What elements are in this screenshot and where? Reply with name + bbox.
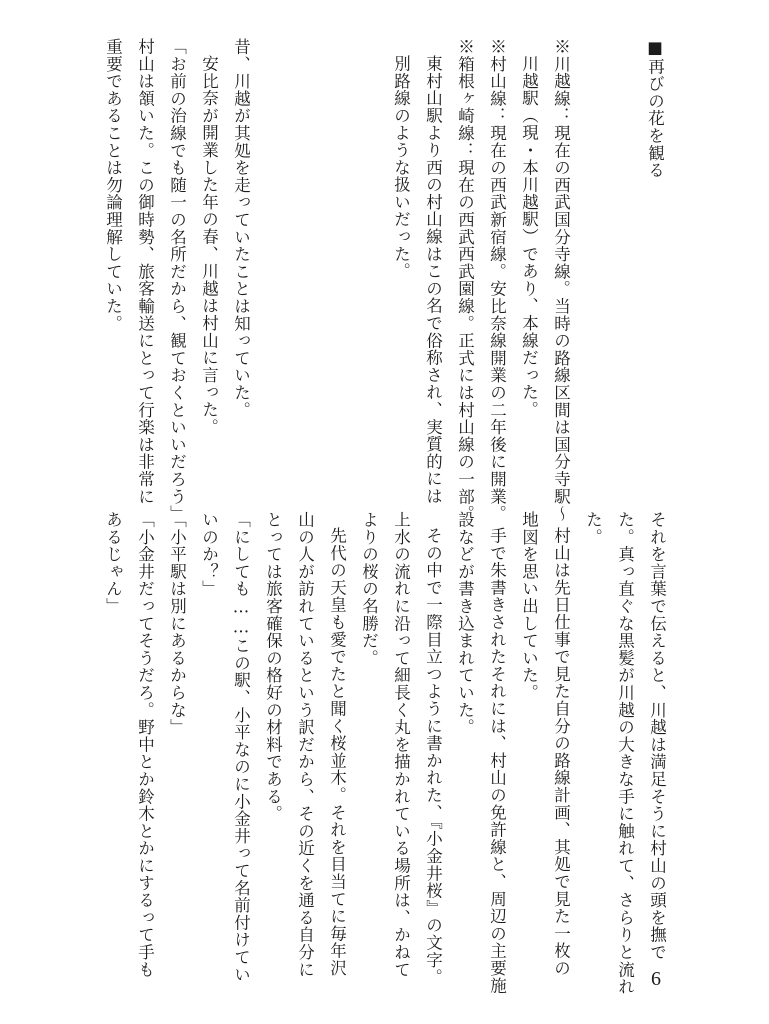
text-line: 山の人が訪れているという訳だから、その近くを通る自分に [295,511,315,979]
text-line: 設などが書き込まれていた。 [455,511,475,736]
text-line: 東村山駅より西の村山線はこの名で俗称され、実質的には [423,55,443,505]
text-line: ※箱根ヶ崎線：現在の西武西武園線。正式には村山線の一部。 [455,38,475,523]
text-line: ※村山線：現在の西武新宿線。安比奈線開業の二年後に開業。 [487,38,507,523]
text-line: 手で朱書きされたそれには、村山の免許線と、周辺の主要施 [487,527,507,995]
text-line: その中で一際目立つように書かれた、『小金井桜』の文字。 [423,527,443,986]
text-line: 川越駅（現・本川越駅）であり、本線だった。 [519,55,539,419]
text-line: 村山は頷いた。この御時勢、旅客輸送にとって行楽は非常に [135,38,155,506]
text-line: いのか？」 [199,511,219,598]
text-line: 上水の流れに沿って細長く丸を描かれている場所は、かねて [391,511,411,979]
text-line: 「小金井だってそうだろ。野中とか鈴木とかにするって手も [135,511,155,979]
text-line: 村山は先日仕事で見た自分の路線計画、其処で見た一枚の [551,527,571,977]
text-line: 「小平駅は別にあるからな」 [167,511,187,736]
text-line: 「お前の治線でも随一の名所だから、観ておくといいだろう」 [167,38,187,523]
text-line: 先代の天皇も愛でたと聞く桜並木。それを目当てに毎年沢 [327,527,347,977]
text-line: 昔、川越が其処を走っていたことは知っていた。 [231,38,251,419]
text-line: 安比奈が開業した年の春、川越は村山に言った。 [199,55,219,436]
text-line: 別路線のような扱いだった。 [391,55,411,280]
text-line: ※川越線：現在の西武国分寺線。当時の路線区間は国分寺駅〜 [551,38,571,523]
text-line: た。 [583,511,603,546]
text-line: 地図を思い出していた。 [519,511,539,702]
text-line: あるじゃん」 [103,511,123,615]
text-line: 重要であることは勿論理解していた。 [103,38,123,333]
text-line: た。真っ直ぐな黒髪が川越の大きな手に触れて、さらりと流れ [615,511,635,996]
section-heading: ■再びの花を観る [645,38,665,179]
page-number: 6 [651,968,661,990]
text-line: 「にしても……この駅、小平なのに小金井って名前付けてい [231,511,251,984]
text-line: それを言葉で伝えると、川越は満足そうに村山の頭を撫で [647,511,667,961]
text-line: とっては旅客確保の格好の材料である。 [263,511,283,823]
text-line: よりの桜の名勝だ。 [359,511,379,667]
